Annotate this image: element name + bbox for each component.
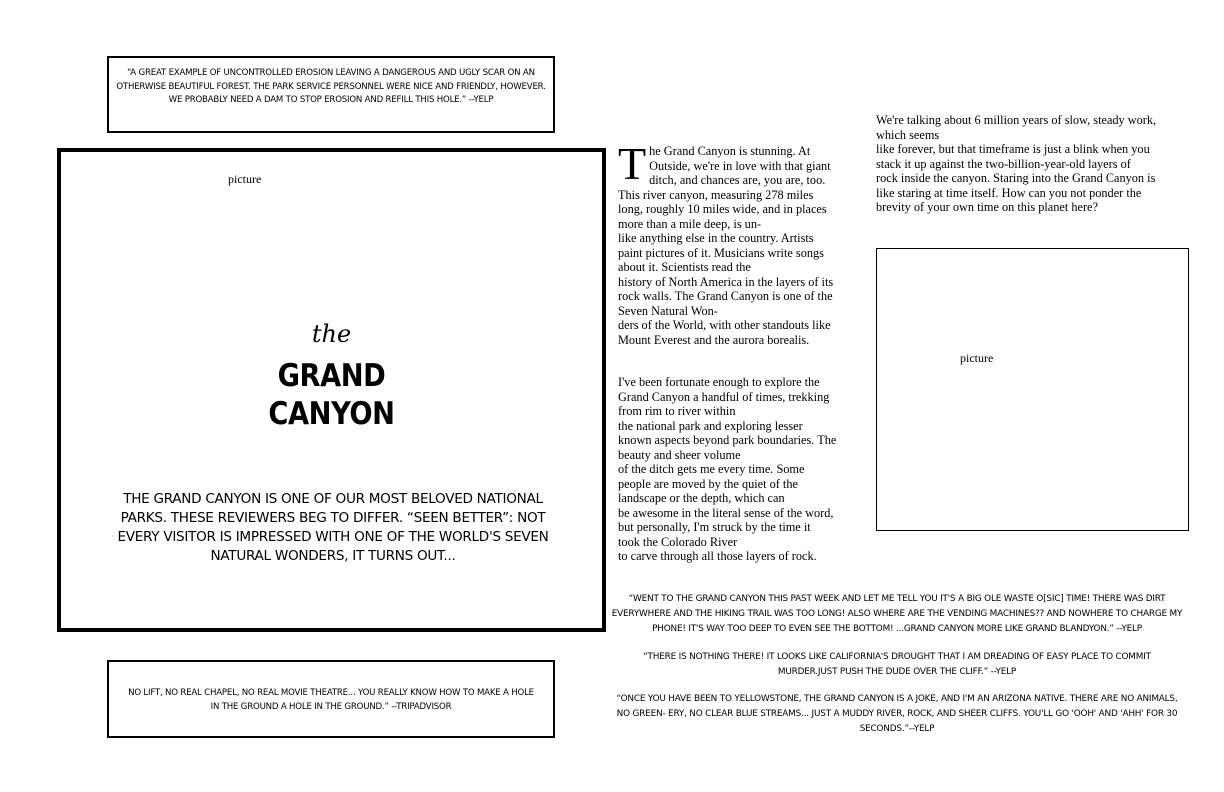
paragraph-lines bbox=[876, 113, 1176, 215]
text-line: be awesome in the literal sense of the word, bbox=[618, 505, 834, 520]
paragraph-lines bbox=[618, 138, 850, 347]
text-line: This river canyon, measuring 278 miles bbox=[618, 187, 814, 202]
quote-1: “WENT TO THE GRAND CANYON THIS PAST WEEK AND LET ME TELL YOU IT'S A BIG OLE WASTE O[SIC] TIME! THERE WAS DIRT EVERYWHERE AND THE HIKING TRAIL WAS TOO LONG! ALSO WHERE ARE THE VENDING MACHINES?? AND NOWHERE TO CHARGE MY PHONE! IT'S WAY TOO DEEP TO EVEN SEE THE BOTTOM! ...GRAND CANYON MORE LIKE GRAND BLANDYON.” --YELP bbox=[611, 594, 1183, 634]
text-line: known aspects beyond park boundaries. The bbox=[618, 433, 837, 447]
text-line: I've been fortunate enough to explore the bbox=[618, 375, 820, 389]
text-line: took the Colorado River bbox=[618, 534, 738, 549]
text-line: to carve through all those layers of rock. bbox=[618, 549, 817, 563]
text-line: long, roughly 10 miles wide, and in places bbox=[618, 202, 827, 216]
text-line: We're talking about 6 million years of slow, steady work, bbox=[876, 113, 1157, 127]
article-paragraph-2 bbox=[618, 375, 850, 564]
text-line: Outside, we're in love with that giant bbox=[649, 158, 831, 173]
feature-box bbox=[57, 148, 606, 632]
text-line: Mount Everest and the aurora borealis. bbox=[618, 332, 810, 347]
quote-text: NO LIFT, NO REAL CHAPEL, NO REAL MOVIE THEATRE... YOU REALLY KNOW HOW TO MAKE A HOLE IN THE GROUND A HOLE IN THE GROUND.” --TRIPADVISOR bbox=[128, 688, 534, 712]
text-line: landscape or the depth, which can bbox=[618, 491, 785, 505]
article-paragraph-1 bbox=[618, 138, 850, 347]
quote-text: “A GREAT EXAMPLE OF UNCONTROLLED EROSION LEAVING A DANGEROUS AND UGLY SCAR ON AN OTHERWISE BEAUTIFUL FOREST. THE PARK SERVICE PERSONNEL WERE NICE AND FRIENDLY, HOWEVER. WE PROBABLY NEED A DAM TO STOP EROSION AND REFILL THIS HOLE.” --YELP bbox=[116, 68, 546, 105]
text-line: stack it up against the two-billion-year-old layers of bbox=[876, 156, 1131, 171]
quote-box-top bbox=[107, 56, 555, 133]
text-line: ditch, and chances are, you are, too. bbox=[649, 173, 826, 187]
text-line: people are moved by the quiet of the bbox=[618, 476, 798, 491]
text-line: rock walls. The Grand Canyon is one of the bbox=[618, 289, 833, 303]
text-line: like anything else in the country. Artists bbox=[618, 231, 814, 245]
text-line: beauty and sheer volume bbox=[618, 447, 741, 462]
article-paragraph-3 bbox=[876, 113, 1176, 215]
text-line: which seems bbox=[876, 127, 940, 142]
picture-placeholder-label: picture bbox=[960, 351, 994, 365]
title-grand: GRAND bbox=[277, 358, 386, 394]
text-line: brevity of your own time on this planet here? bbox=[876, 200, 1098, 214]
paragraph-lines bbox=[618, 375, 850, 564]
text-line: he Grand Canyon is stunning. At bbox=[649, 144, 811, 158]
text-line: like staring at time itself. How can you not ponder the bbox=[876, 185, 1142, 200]
text-line: from rim to river within bbox=[618, 404, 736, 418]
title-the: the bbox=[311, 320, 352, 348]
drop-cap: T bbox=[618, 138, 647, 189]
text-line: paint pictures of it. Musicians write songs bbox=[618, 245, 824, 260]
text-line: ders of the World, with other standouts like bbox=[618, 318, 831, 332]
picture-box-right bbox=[876, 248, 1189, 531]
text-line: but personally, I'm struck by the time it bbox=[618, 520, 811, 534]
picture-placeholder-label: picture bbox=[228, 172, 262, 186]
quote-box-bottom bbox=[107, 660, 555, 738]
text-line: Grand Canyon a handful of times, trekking bbox=[618, 389, 830, 404]
text-line: the national park and exploring lesser bbox=[618, 418, 803, 433]
text-line: like forever, but that timeframe is just a blink when you bbox=[876, 142, 1150, 156]
intro-text: THE GRAND CANYON IS ONE OF OUR MOST BELOVED NATIONAL PARKS. THESE REVIEWERS BEG TO DIFFER. “SEEN BETTER”: NOT EVERY VISITOR IS IMPRESSED WITH ONE OF THE WORLD'S SEVEN NATURAL WONDERS, IT TURNS OUT... bbox=[117, 491, 549, 564]
text-line: rock inside the canyon. Staring into the Grand Canyon is bbox=[876, 171, 1156, 185]
text-line: history of North America in the layers of its bbox=[618, 274, 834, 289]
text-line: of the ditch gets me every time. Some bbox=[618, 462, 805, 476]
text-line: more than a mile deep, is un- bbox=[618, 216, 762, 231]
text-line: Seven Natural Won- bbox=[618, 303, 718, 318]
title-canyon: CANYON bbox=[268, 396, 395, 432]
quote-2: “THERE IS NOTHING THERE! IT LOOKS LIKE CALIFORNIA'S DROUGHT THAT I AM DREADING OF EASY PLACE TO COMMIT MURDER.JUST PUSH THE DUDE OVER THE CLIFF.” --YELP bbox=[643, 652, 1151, 677]
text-line: about it. Scientists read the bbox=[618, 260, 751, 274]
quote-3: “ONCE YOU HAVE BEEN TO YELLOWSTONE, THE GRAND CANYON IS A JOKE, AND I'M AN ARIZONA NATIVE. THERE ARE NO ANIMALS, NO GREEN- ERY, NO CLEAR BLUE STREAMS... JUST A MUDDY RIVER, ROCK, AND SHEER CLIFFS. YOU'LL GO 'OOH' AND 'AHH' FOR 30 SECONDS.”--YELP bbox=[616, 694, 1178, 734]
